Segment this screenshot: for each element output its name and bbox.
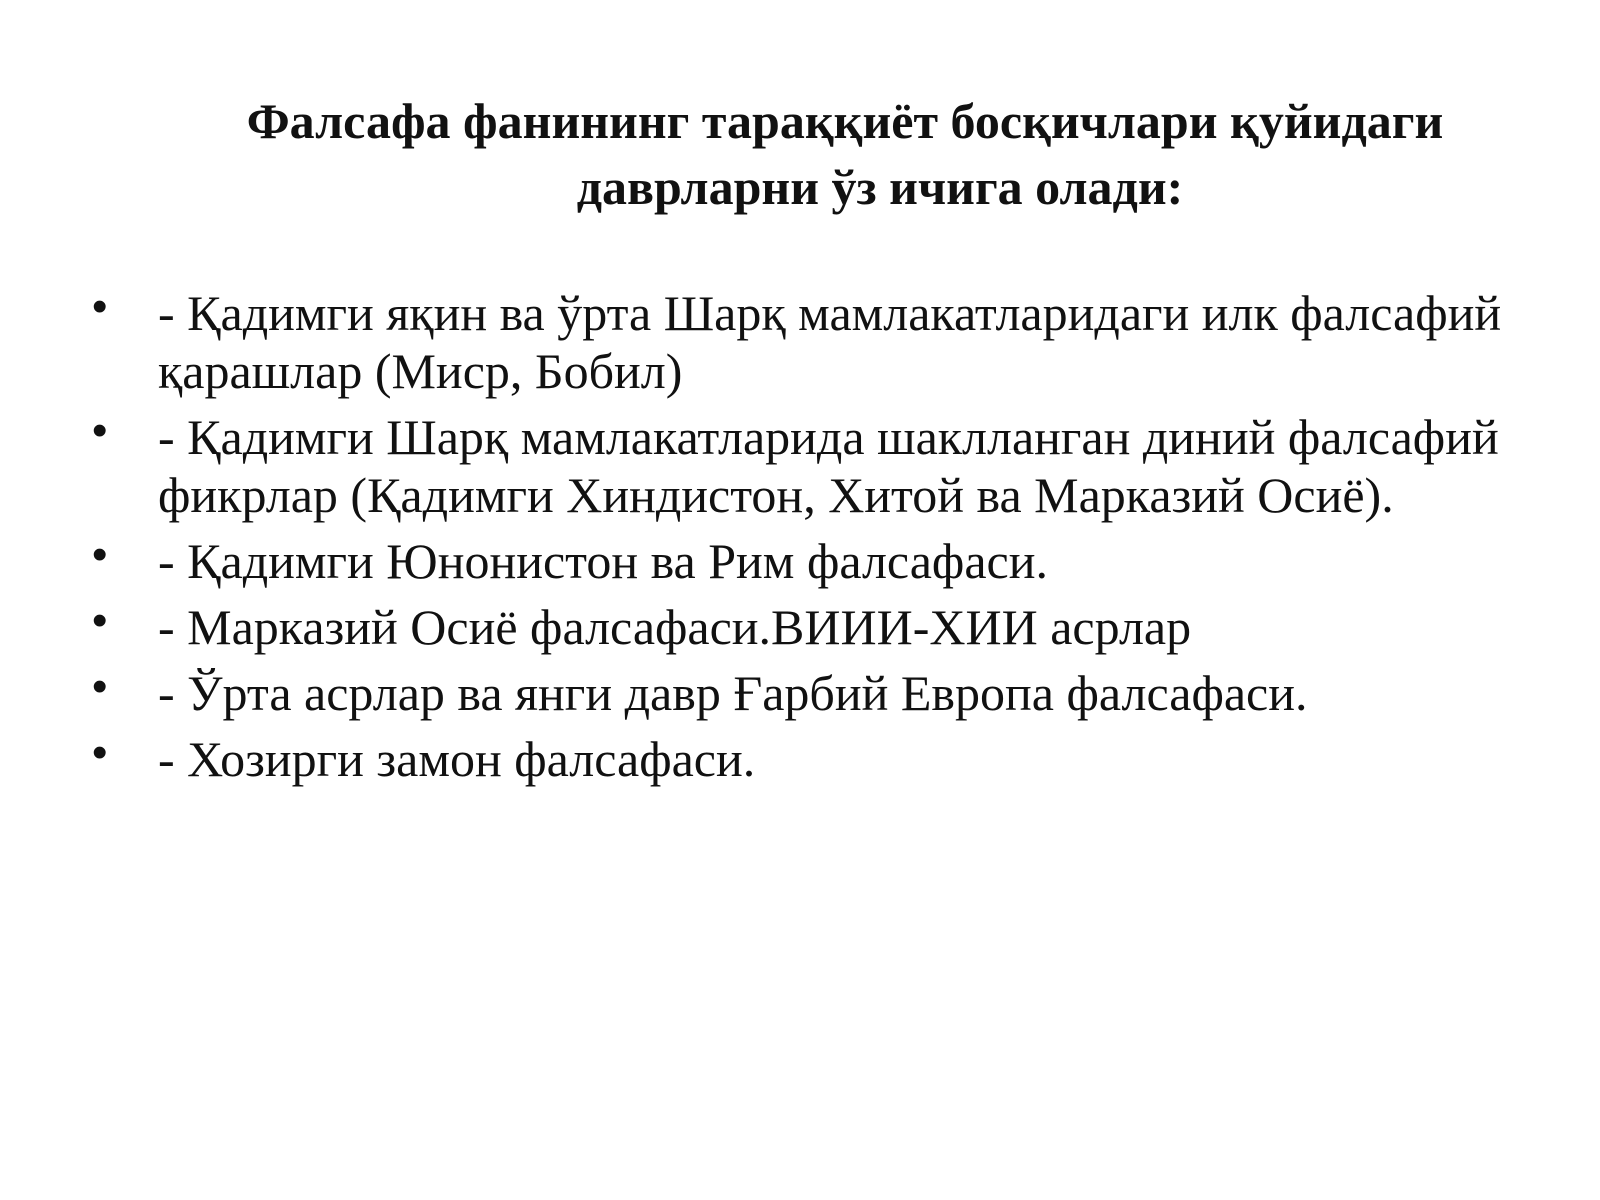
bullet-list bbox=[92, 284, 1532, 796]
bullet-text: - Қадимги Юнонистон ва Рим фалсафаси. bbox=[158, 533, 1048, 589]
bullet-item bbox=[92, 664, 1532, 722]
bullet-dot-icon: • bbox=[92, 282, 108, 331]
bullet-item bbox=[92, 284, 1532, 400]
bullet-item bbox=[92, 408, 1532, 524]
bullet-text: - Қадимги яқин ва ўрта Шарқ мамлакатларидаги илк фалсафий қарашлар (Миср, Бобил) bbox=[158, 285, 1502, 399]
bullet-text: - Ўрта асрлар ва янги давр Ғарбий Европа фалсафаси. bbox=[158, 665, 1308, 721]
slide-title bbox=[110, 88, 1600, 220]
bullet-dot-icon: • bbox=[92, 728, 108, 777]
bullet-item bbox=[92, 532, 1532, 590]
bullet-text: - Хозирги замон фалсафаси. bbox=[158, 731, 756, 787]
bullet-item bbox=[92, 730, 1532, 788]
bullet-dot-icon: • bbox=[92, 406, 108, 455]
slide-title-line-2: даврларни ўз ичига олади: bbox=[576, 159, 1184, 215]
bullet-item bbox=[92, 598, 1532, 656]
slide-title-line-1: Фалсафа фанининг тараққиёт босқичлари қуйидаги bbox=[246, 93, 1444, 149]
bullet-text: - Қадимги Шарқ мамлакатларида шаклланган диний фалсафий фикрлар (Қадимги Хиндистон, Хитой ва Марказий Осиё). bbox=[158, 409, 1499, 523]
bullet-text: - Марказий Осиё фалсафаси.ВИИИ-ХИИ асрлар bbox=[158, 599, 1192, 655]
bullet-dot-icon: • bbox=[92, 662, 108, 711]
bullet-dot-icon: • bbox=[92, 530, 108, 579]
bullet-dot-icon: • bbox=[92, 596, 108, 645]
